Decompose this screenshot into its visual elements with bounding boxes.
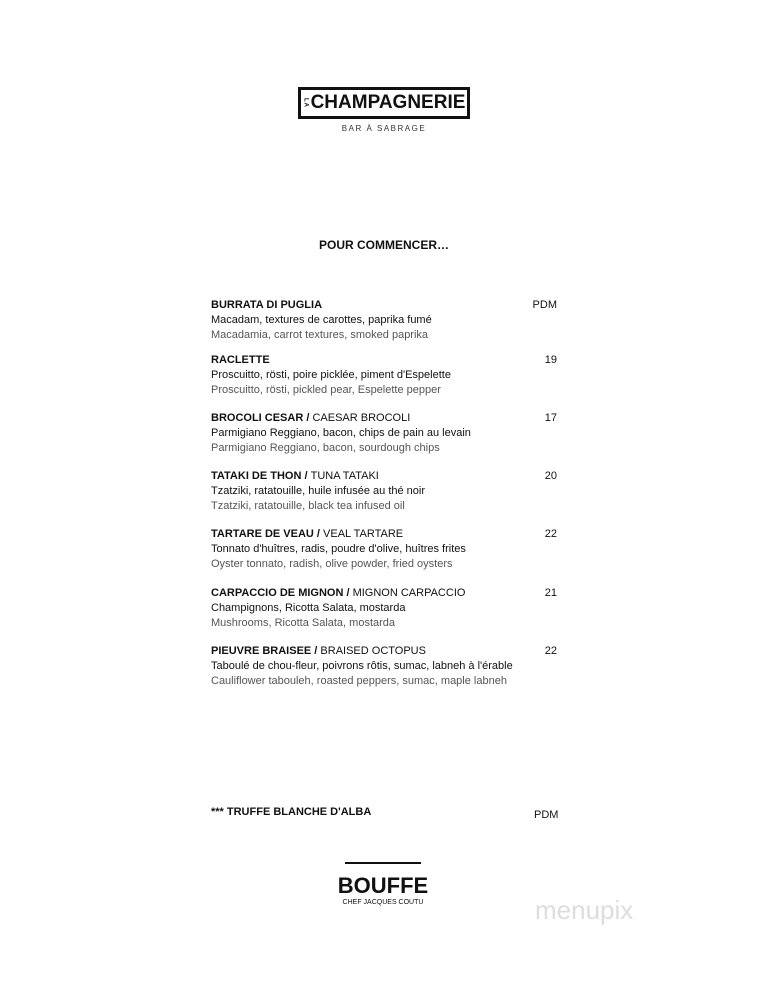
menu-item <box>211 469 557 514</box>
section-title: POUR COMMENCER… <box>318 238 449 252</box>
menu-item <box>211 644 557 689</box>
menu-item <box>211 527 557 572</box>
item-title <box>211 353 557 368</box>
item-title-fr: BURRATA DI PUGLIA <box>211 299 323 311</box>
item-desc-fr: Proscuitto, rösti, poire picklée, piment d'Espelette <box>211 369 451 381</box>
item-desc-fr: Parmigiano Reggiano, bacon, chips de pain au levain <box>211 427 471 439</box>
item-price: 22 <box>544 645 557 657</box>
item-title-en: TUNA TATAKI <box>310 470 379 482</box>
item-desc-fr: Macadam, textures de carottes, paprika fumé <box>211 314 432 326</box>
item-price: PDM <box>532 299 557 311</box>
item-desc-en: Macadamia, carrot textures, smoked paprika <box>211 329 429 341</box>
logo-text: CHAMPAGNERIE <box>310 92 466 113</box>
item-title <box>211 644 557 659</box>
item-title <box>211 298 557 313</box>
item-desc-fr: Tonnato d'huîtres, radis, poudre d'olive, huîtres frites <box>211 543 466 555</box>
item-title-fr: TATAKI DE THON / <box>211 470 311 482</box>
item-price: 19 <box>544 354 557 366</box>
logo-prefix: LA <box>302 98 309 108</box>
item-price: 17 <box>544 412 557 424</box>
special-price: PDM <box>534 809 559 821</box>
menu-item <box>211 411 557 456</box>
divider <box>345 862 421 864</box>
item-title-fr: TARTARE DE VEAU / <box>211 528 324 540</box>
special-title: *** TRUFFE BLANCHE D'ALBA <box>211 806 372 818</box>
item-desc-en: Cauliflower tabouleh, roasted peppers, sumac, maple labneh <box>211 675 507 687</box>
item-desc-fr: Tzatziki, ratatouille, huile infusée au thé noir <box>211 485 426 497</box>
item-desc-fr: Taboulé de chou-fleur, poivrons rôtis, sumac, labneh à l'érable <box>211 660 513 672</box>
menu-item <box>211 353 557 398</box>
item-price: 21 <box>544 587 557 599</box>
item-desc-en: Parmigiano Reggiano, bacon, sourdough chips <box>211 442 440 454</box>
logo-subtitle: BAR À SABRAGE <box>341 124 427 133</box>
item-title-fr: CARPACCIO DE MIGNON / <box>211 587 353 599</box>
item-desc-en: Proscuitto, rösti, pickled pear, Espelette pepper <box>211 384 441 396</box>
bouffe-logo: BOUFFE <box>337 873 429 898</box>
item-desc-en: Tzatziki, ratatouille, black tea infused oil <box>211 500 405 512</box>
item-title-en: CAESAR BROCOLI <box>312 412 411 424</box>
item-title-fr: BROCOLI CESAR / <box>211 412 313 424</box>
item-title-en: BRAISED OCTOPUS <box>320 645 426 657</box>
item-desc-en: Oyster tonnato, radish, olive powder, fried oysters <box>211 558 453 570</box>
chef-name: CHEF JACQUES COUTU <box>342 899 424 906</box>
item-title <box>211 469 557 484</box>
item-price: 22 <box>544 528 557 540</box>
item-price: 20 <box>544 470 557 482</box>
item-title-en: MIGNON CARPACCIO <box>352 587 466 599</box>
item-title <box>211 586 557 601</box>
item-desc-en: Mushrooms, Ricotta Salata, mostarda <box>211 617 396 629</box>
menu-item <box>211 298 557 343</box>
item-title <box>211 411 557 426</box>
item-desc-fr: Champignons, Ricotta Salata, mostarda <box>211 602 406 614</box>
item-title-fr: RACLETTE <box>211 354 270 366</box>
menu-item <box>211 586 557 631</box>
item-title <box>211 527 557 542</box>
watermark: menupix <box>535 895 634 925</box>
item-title-en: VEAL TARTARE <box>323 528 404 540</box>
champagnerie-logo <box>298 87 470 119</box>
item-title-fr: PIEUVRE BRAISEE / <box>211 645 321 657</box>
